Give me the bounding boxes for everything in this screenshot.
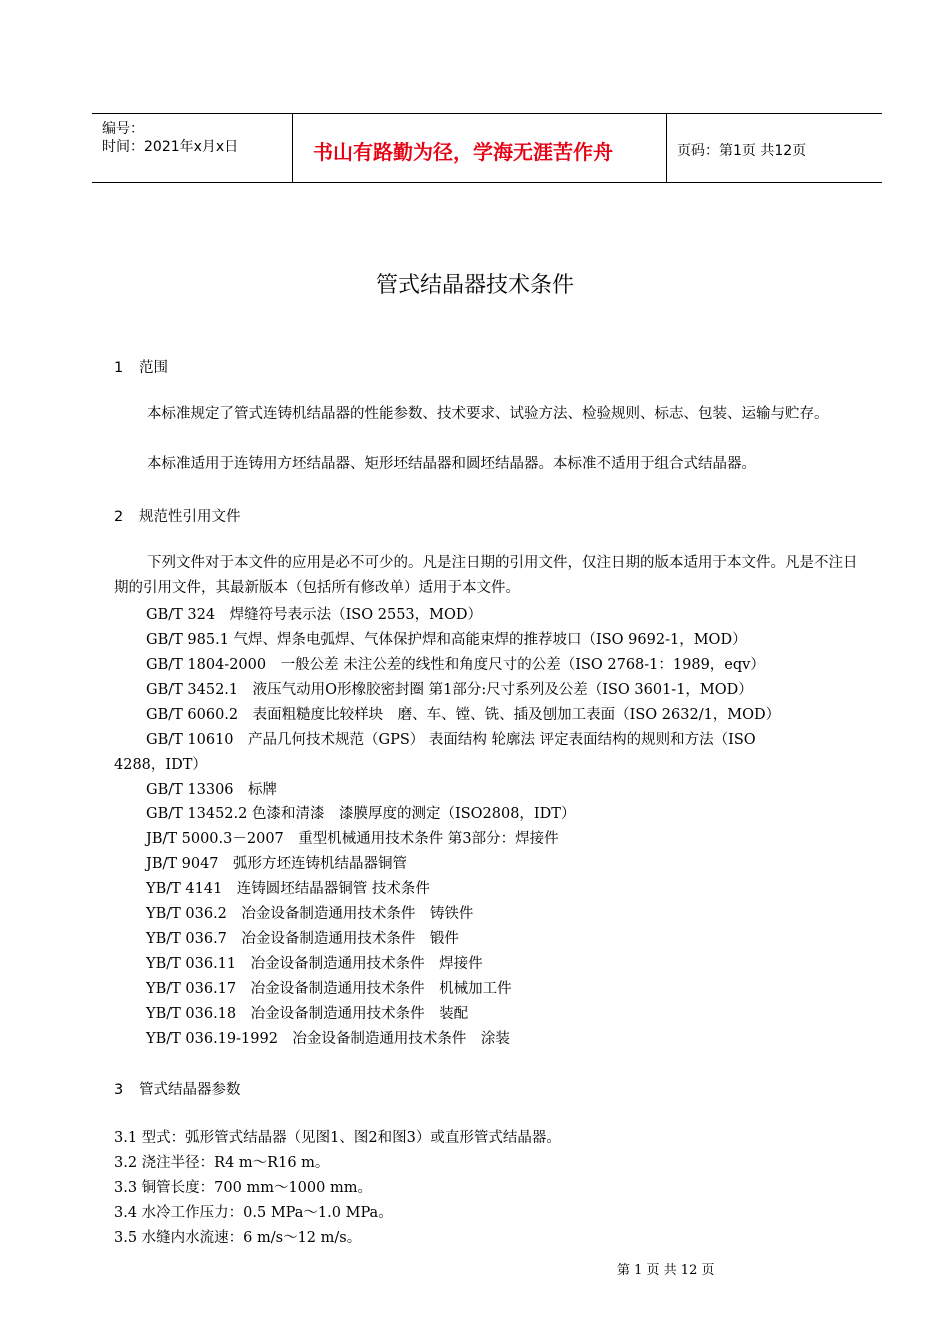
reference-item: GB/T 6060.2 表面粗糙度比较样块 磨、车、镗、铣、插及刨加工表面（ISO 2632/1，MOD）: [146, 707, 781, 723]
param-item: 3.3 铜管长度：700 mm～1000 mm。: [114, 1180, 372, 1196]
reference-item: GB/T 324 焊缝符号表示法（ISO 2553，MOD）: [146, 607, 482, 623]
section-heading-2: [114, 505, 241, 526]
section-title: 范围: [139, 360, 168, 376]
header-meta-cell: [92, 114, 293, 182]
header-motto-cell: [293, 114, 667, 182]
section-title: 管式结晶器参数: [139, 1082, 241, 1098]
reference-item: GB/T 10610 产品几何技术规范（GPS） 表面结构 轮廓法 评定表面结构的规则和方法（ISO: [146, 732, 756, 748]
reference-item: GB/T 985.1 气焊、焊条电弧焊、气体保护焊和高能束焊的推荐坡口（ISO 9692-1，MOD）: [146, 632, 747, 648]
section-number: 1: [114, 360, 124, 376]
section-heading-1: [114, 356, 168, 377]
date-label: 时间：2021年x月x日: [102, 139, 239, 155]
param-item: 3.1 型式：弧形管式结晶器（见图1、图2和图3）或直形管式结晶器。: [114, 1130, 561, 1146]
section-title: 规范性引用文件: [139, 509, 241, 525]
page-footer: 第 1 页 共 12 页: [617, 1263, 715, 1278]
reference-item: GB/T 1804-2000 一般公差 未注公差的线性和角度尺寸的公差（ISO 2768-1：1989，eqv）: [146, 657, 765, 673]
page-number-label: 页码：第1页 共12页: [677, 143, 807, 159]
param-item: 3.4 水冷工作压力：0.5 MPa～1.0 MPa。: [114, 1205, 393, 1221]
reference-item: YB/T 036.11 冶金设备制造通用技术条件 焊接件: [146, 956, 483, 972]
reference-item: GB/T 3452.1 液压气动用O形橡胶密封圈 第1部分:尺寸系列及公差（ISO 3601-1，MOD）: [146, 682, 753, 698]
reference-item: YB/T 036.18 冶金设备制造通用技术条件 装配: [146, 1006, 469, 1022]
motto: 书山有路勤为径，学海无涯苦作舟: [313, 140, 613, 164]
reference-item: YB/T 036.2 冶金设备制造通用技术条件 铸铁件: [146, 906, 474, 922]
header-page-cell: [667, 114, 882, 182]
paragraph: 本标准规定了管式连铸机结晶器的性能参数、技术要求、试验方法、检验规则、标志、包装、运输与贮存。: [147, 406, 829, 422]
page-header: [92, 113, 882, 183]
reference-item: GB/T 13306 标牌: [146, 782, 278, 798]
reference-item: YB/T 4141 连铸圆坯结晶器铜管 技术条件: [146, 881, 430, 897]
reference-continuation: 4288，IDT）: [114, 757, 207, 773]
section-number: 2: [114, 509, 124, 525]
section-number: 3: [114, 1082, 124, 1098]
serial-label: 编号：: [102, 121, 144, 137]
param-item: 3.5 水缝内水流速：6 m/s～12 m/s。: [114, 1230, 362, 1246]
reference-item: GB/T 13452.2 色漆和清漆 漆膜厚度的测定（ISO2808，IDT）: [146, 806, 576, 822]
reference-item: JB/T 5000.3－2007 重型机械通用技术条件 第3部分：焊接件: [146, 831, 559, 847]
reference-item: JB/T 9047 弧形方坯连铸机结晶器铜管: [146, 856, 408, 872]
reference-item: YB/T 036.17 冶金设备制造通用技术条件 机械加工件: [146, 981, 512, 997]
paragraph: 本标准适用于连铸用方坯结晶器、矩形坯结晶器和圆坯结晶器。本标准不适用于组合式结晶器。: [147, 456, 756, 472]
paragraph: 下列文件对于本文件的应用是必不可少的。凡是注日期的引用文件，仅注日期的版本适用于本文件。凡是不注日期的引用文件，其最新版本（包括所有修改单）适用于本文件。: [114, 555, 858, 596]
document-title: 管式结晶器技术条件: [375, 273, 574, 298]
section-heading-3: [114, 1078, 241, 1099]
param-item: 3.2 浇注半径：R4 m～R16 m。: [114, 1155, 330, 1171]
reference-item: YB/T 036.7 冶金设备制造通用技术条件 锻件: [146, 931, 459, 947]
reference-item: YB/T 036.19-1992 冶金设备制造通用技术条件 涂装: [146, 1031, 510, 1047]
